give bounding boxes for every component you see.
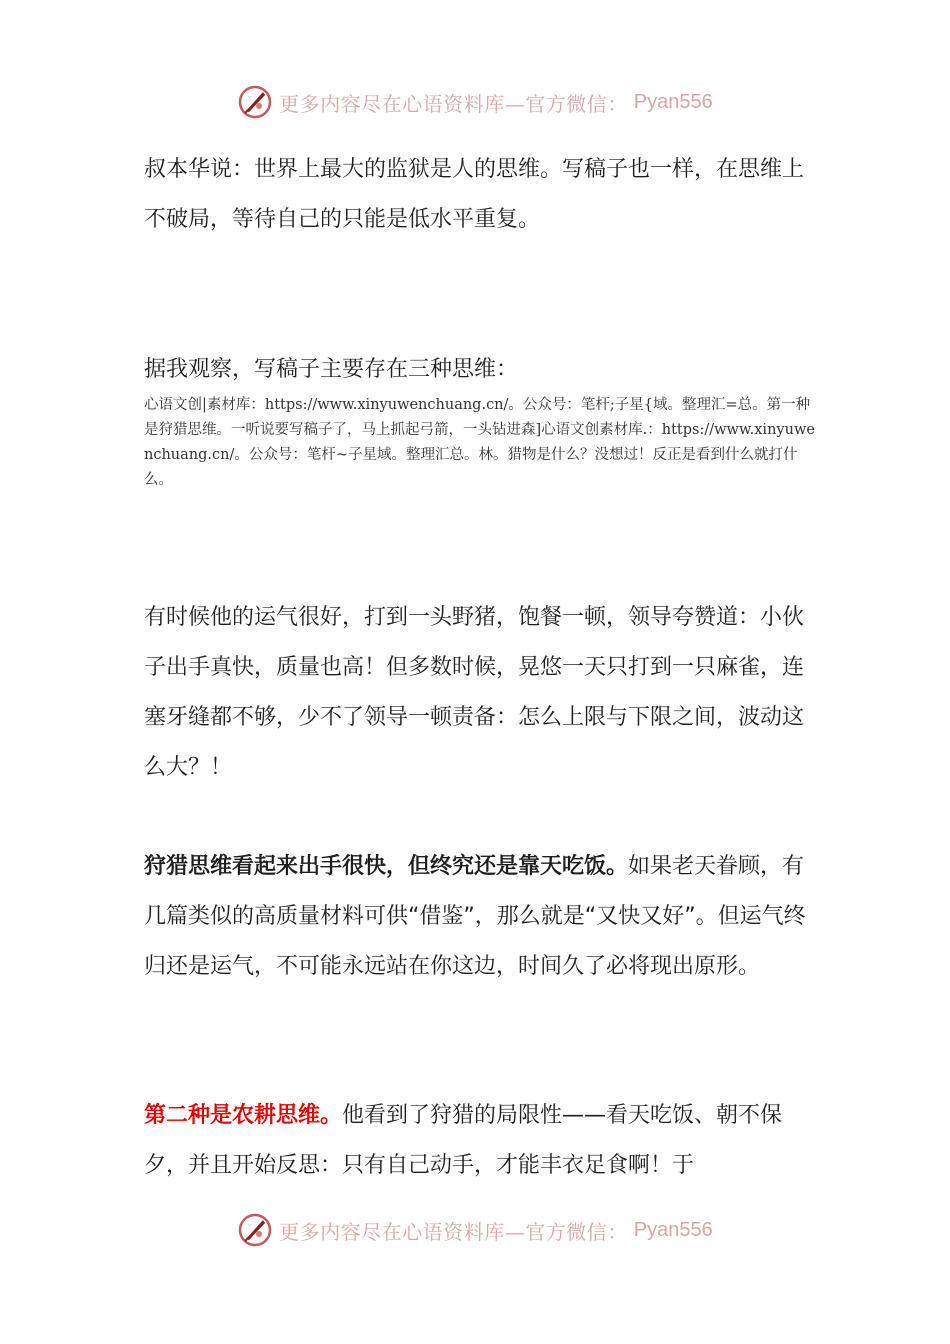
paragraph-hunting-intro: 心语文创|素材库：https://www.xinyuwenchuang.cn/。公众号：笔杆;子星{域。整理汇=总。第一种是狩猎思维。一听说要写稿子了，马上抓起弓箭，一头钻进森]心语文创素材库.：https://www.xinyuwenchuang.cn/。公众号：笔杆~子星域。整理汇总。林。猎物是什么？没想过！反正是看到什么就打什么。 <box>144 397 815 488</box>
paragraph-farming <box>144 1091 816 1191</box>
banner-text: 更多内容尽在心语资料库—官方微信： <box>279 91 628 116</box>
paragraph-three-modes: 据我观察，写稿子主要存在三种思维： <box>144 357 519 382</box>
paragraph-text: 如果老天眷顾，有几篇类似的高质量材料可供“借鉴”，那么就是“又快又好”。但运气终归还是运气，不可能永远站在你这边，时间久了必将现出原形。 <box>144 854 806 979</box>
banner-text: 更多内容尽在心语资料库—官方微信： <box>279 1219 628 1244</box>
quill-pen-icon <box>237 1212 273 1248</box>
paragraph-schopenhauer: 叔本华说：世界上最大的监狱是人的思维。写稿子也一样，在思维上不破局，等待自己的只能是低水平重复。 <box>144 157 805 232</box>
paragraph-text: 他看到了狩猎的局限性——看天吃饭、朝不保夕，并且开始反思：只有自己动手，才能丰衣足食啊！于 <box>144 1103 783 1178</box>
bold-lead: 狩猎思维看起来出手很快，但终究还是靠天吃饭。 <box>144 854 629 879</box>
footer-banner <box>0 1210 950 1250</box>
paragraph-luck: 有时候他的运气很好，打到一头野猪，饱餐一顿，领导夸赞道：小伙子出手真快，质量也高！但多数时候，晃悠一天只打到一只麻雀，连塞牙缝都不够，少不了领导一顿责备：怎么上限与下限之间，波动这么大？！ <box>144 605 805 780</box>
wechat-id: Pyan556 <box>633 1218 713 1241</box>
quill-pen-icon <box>237 84 273 120</box>
header-banner <box>0 82 950 122</box>
paragraph-hunting-summary <box>144 842 816 992</box>
red-heading: 第二种是农耕思维。 <box>144 1103 343 1128</box>
wechat-id: Pyan556 <box>633 90 713 113</box>
